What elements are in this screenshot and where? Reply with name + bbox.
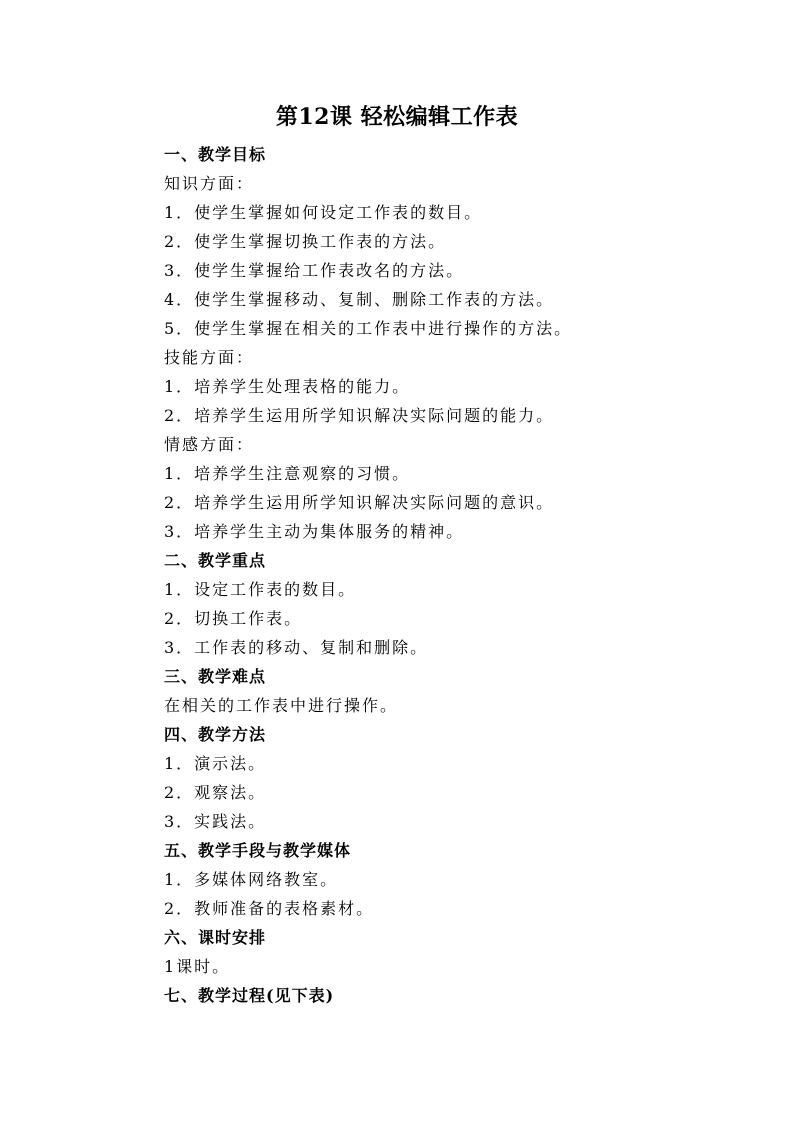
text-line: 2．使学生掌握切换工作表的方法。 xyxy=(164,232,447,251)
section-heading: 三、教学难点 xyxy=(164,667,267,686)
page-title: 第12课 轻松编辑工作表 xyxy=(275,104,519,130)
document-body xyxy=(164,140,724,1010)
text-line: 在相关的工作表中进行操作。 xyxy=(164,696,399,715)
section-heading: 一、教学目标 xyxy=(164,145,267,164)
section-heading: 五、教学手段与教学媒体 xyxy=(164,841,352,860)
text-line: 2．观察法。 xyxy=(164,783,267,802)
text-line: 1．使学生掌握如何设定工作表的数目。 xyxy=(164,203,483,222)
section-heading: 七、教学过程(见下表) xyxy=(164,986,335,1005)
text-line: 1课时。 xyxy=(164,957,231,976)
text-line: 3．实践法。 xyxy=(164,812,267,831)
section-heading: 二、教学重点 xyxy=(164,551,267,570)
text-line: 1．培养学生处理表格的能力。 xyxy=(164,377,411,396)
text-line: 1．多媒体网络教室。 xyxy=(164,870,339,889)
text-line: 3．培养学生主动为集体服务的精神。 xyxy=(164,522,465,541)
section-heading: 四、教学方法 xyxy=(164,725,267,744)
text-line: 1．设定工作表的数目。 xyxy=(164,580,357,599)
text-line: 5．使学生掌握在相关的工作表中进行操作的方法。 xyxy=(164,319,573,338)
text-line: 1．培养学生注意观察的习惯。 xyxy=(164,464,411,483)
text-line: 技能方面： xyxy=(164,348,255,367)
text-line: 3．使学生掌握给工作表改名的方法。 xyxy=(164,261,465,280)
text-line: 2．培养学生运用所学知识解决实际问题的能力。 xyxy=(164,406,555,425)
text-line: 4．使学生掌握移动、复制、删除工作表的方法。 xyxy=(164,290,555,309)
text-line: 3．工作表的移动、复制和删除。 xyxy=(164,638,429,657)
text-line: 1．演示法。 xyxy=(164,754,267,773)
section-heading: 六、课时安排 xyxy=(164,928,267,947)
text-line: 情感方面： xyxy=(164,435,255,454)
text-line: 2．切换工作表。 xyxy=(164,609,303,628)
text-line: 2．培养学生运用所学知识解决实际问题的意识。 xyxy=(164,493,555,512)
text-line: 知识方面： xyxy=(164,174,255,193)
text-line: 2．教师准备的表格素材。 xyxy=(164,899,375,918)
